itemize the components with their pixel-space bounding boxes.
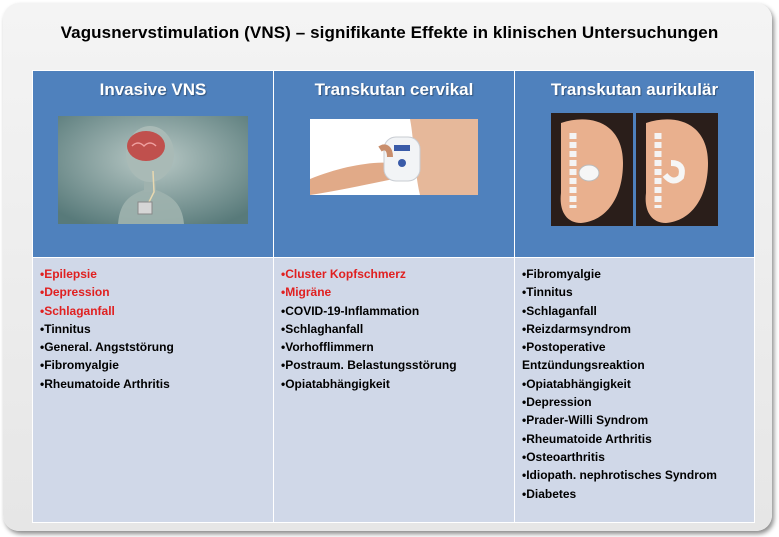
list-item: •Migräne bbox=[281, 285, 332, 300]
list-item: •Cluster Kopfschmerz bbox=[281, 267, 406, 281]
column-title-auricular: Transkutan aurikulär bbox=[550, 80, 719, 99]
indication-list-auricular bbox=[515, 258, 754, 503]
list-item: •Rheumatoide Arthritis bbox=[40, 376, 170, 391]
list-item: •Schlaganfall bbox=[40, 303, 115, 318]
body-row bbox=[33, 258, 755, 523]
list-item: •Diabetes bbox=[522, 486, 577, 501]
list-item: •General. Angststörung bbox=[40, 340, 174, 355]
slide-title: Vagusnervstimulation (VNS) – signifikante Effekte in klinischen Untersuchungen bbox=[60, 23, 719, 42]
indication-list-cervical bbox=[274, 258, 514, 393]
list-item: •COVID-19-Inflammation bbox=[281, 303, 420, 318]
header-cell-auricular bbox=[515, 71, 755, 258]
auricular-electrode-photos bbox=[551, 113, 718, 226]
list-item: •Osteoarthritis bbox=[522, 449, 605, 464]
list-item: •Tinnitus bbox=[40, 321, 91, 336]
list-item: •Vorhofflimmern bbox=[281, 340, 374, 355]
header-cell-invasive bbox=[33, 71, 274, 258]
list-item: •Depression bbox=[40, 285, 110, 300]
list-item: •Opiatabhängigkeit bbox=[522, 376, 631, 391]
list-item: •Epilepsie bbox=[40, 267, 97, 281]
list-item: •Fibromyalgie bbox=[522, 267, 601, 281]
header-cell-cervical bbox=[274, 71, 515, 258]
header-row bbox=[33, 71, 755, 258]
list-cell-auricular bbox=[515, 258, 755, 523]
list-item: •Schlaghanfall bbox=[281, 321, 364, 336]
list-item: •Postraum. Belastungsstörung bbox=[281, 358, 457, 373]
list-item: •Schlaganfall bbox=[522, 303, 597, 318]
list-item: •Idiopath. nephrotisches Syndrom bbox=[522, 468, 717, 483]
list-item: •Rheumatoide Arthritis bbox=[522, 431, 652, 446]
column-title-invasive: Invasive VNS bbox=[99, 80, 207, 99]
list-cell-cervical bbox=[274, 258, 515, 523]
list-item: •Postoperative Entzündungsreaktion bbox=[522, 340, 645, 373]
list-cell-invasive bbox=[33, 258, 274, 523]
vns-comparison-table bbox=[32, 70, 755, 523]
list-item: •Opiatabhängigkeit bbox=[281, 376, 390, 391]
list-item: •Prader-Willi Syndrom bbox=[522, 413, 649, 428]
column-title-cervical: Transkutan cervikal bbox=[314, 80, 474, 99]
indication-list-invasive bbox=[33, 258, 273, 393]
invasive-vns-illustration bbox=[58, 116, 248, 224]
list-item: •Tinnitus bbox=[522, 285, 573, 300]
list-item: •Depression bbox=[522, 395, 592, 410]
list-item: •Fibromyalgie bbox=[40, 358, 119, 373]
cervical-stimulator-photo bbox=[310, 119, 478, 195]
list-item: •Reizdarmsyndrom bbox=[522, 321, 631, 336]
